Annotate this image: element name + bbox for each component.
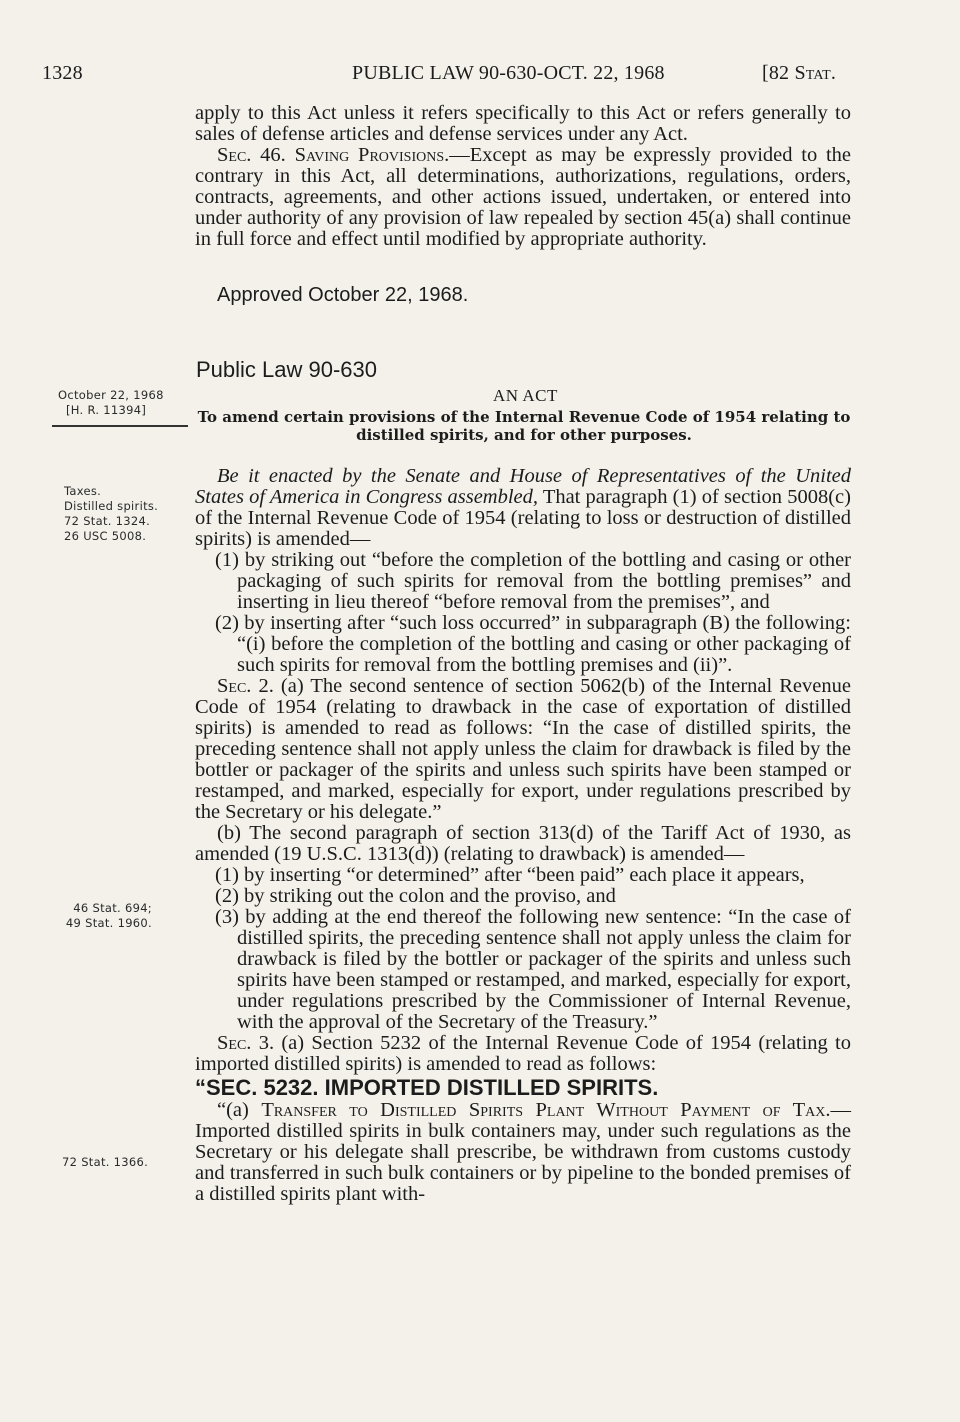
section-2-item-3: (3) by adding at the end thereof the following new sentence: “In the case of distilled spirits, the preceding sentence shall not apply unless the claim for drawback is filed by the bottler or packager of the spirits and unless such spirits have been stamped or restamped, and marked, especially for export, under regulations prescribed by the Commissioner of Internal Revenue, with the approval of the Secretary of the Treasury.” — [215, 906, 851, 1033]
public-law-heading: Public Law 90-630 — [196, 357, 378, 382]
margin-stat-1960: 49 Stat. 1960. — [65, 916, 152, 930]
running-title: PUBLIC LAW 90-630-OCT. 22, 1968 — [352, 62, 665, 84]
act-body — [195, 466, 851, 1205]
section-2-b: (b) The second paragraph of section 313(d) of the Tariff Act of 1930, as amended (19 U.S.C. 1313(d)) (relating to drawback) is amended— — [195, 822, 851, 865]
page-number: 1328 — [42, 62, 83, 84]
section-2-item-1: (1) by inserting “or determined” after “been paid” each place it appears, — [215, 864, 805, 886]
section-3-number: Sec. 3. — [217, 1032, 275, 1054]
approval-date: Approved October 22, 1968. — [217, 284, 469, 306]
subsection-heading: Transfer to Distilled Spirits Plant Without Payment of Tax. — [261, 1099, 831, 1121]
section-2-a — [195, 676, 851, 823]
margin-distilled-spirits: Distilled spirits. — [64, 499, 159, 513]
margin-usc-5008: 26 USC 5008. — [64, 529, 147, 543]
subsection-open: “(a) — [217, 1099, 262, 1121]
section-3-text: (a) Section 5232 of the Internal Revenue Code of 1954 (relating to imported distilled spirits) is amended to read as follows: — [195, 1032, 851, 1075]
enacting-formula: Be it enacted by the Senate and House of Representatives of the United States of America in Congress assembled, — [195, 465, 851, 508]
margin-rule — [52, 425, 188, 427]
margin-taxes: Taxes. — [64, 484, 102, 498]
section-46-number: Sec. 46. — [217, 144, 295, 166]
section-3-a — [195, 1033, 851, 1075]
act-purpose: To amend certain provisions of the Internal Revenue Code of 1954 relating to distilled spirits, and for other purposes. — [197, 408, 851, 444]
section-46-heading: Saving Provisions. — [294, 144, 450, 166]
statute-volume: [82 Stat. — [762, 62, 837, 84]
section-46-text: —Except as may be expressly provided to the contrary in this Act, all determinations, authorizations, regulations, orders, contracts, agreements, and other actions issued, undertaken, or entered into under authority of any provision of law repealed by section 45(a) shall continue in full force and effect until modified by appropriate authority. — [195, 144, 851, 250]
margin-stat-694: 46 Stat. 694; — [73, 901, 152, 915]
section-1-item-2: (2) by inserting after “such loss occurred” in subparagraph (B) the following: “(i) before the completion of the bottling and casing or other packaging of such spirits for removal from the bottling premises and (ii)”. — [215, 612, 851, 676]
margin-bill-number: [H. R. 11394] — [66, 403, 147, 417]
margin-stat-1366: 72 Stat. 1366. — [62, 1155, 149, 1169]
an-act-label: AN ACT — [493, 386, 558, 405]
subsection-text: —Imported distilled spirits in bulk containers may, under such regulations as the Secretary or his delegate shall prescribe, be withdrawn from customs custody and transferred in such bulk containers or by pipeline to the bonded premises of a distilled spirits plant with- — [195, 1099, 851, 1205]
paragraph-continuation: apply to this Act unless it refers specifically to this Act or refers generally to sales of defense articles and defense services under any Act. — [195, 102, 851, 145]
section-2-number: Sec. 2. — [217, 675, 274, 697]
section-46-block — [195, 103, 851, 250]
margin-date: October 22, 1968 — [58, 388, 164, 402]
section-5232-a — [195, 1100, 851, 1205]
enacting-clause — [195, 466, 851, 550]
margin-stat-1324: 72 Stat. 1324. — [64, 514, 151, 528]
section-46 — [195, 145, 851, 250]
section-2-item-2: (2) by striking out the colon and the proviso, and — [215, 885, 616, 907]
section-2-a-text: (a) The second sentence of section 5062(b) of the Internal Revenue Code of 1954 (relating to drawback in the case of exportation of distilled spirits) is amended to read as follows: “In the case of distilled spirits, the preceding sentence shall not apply unless the claim for drawback is filed by the bottler or packager of the spirits and unless such spirits have been stamped or restamped, and marked, especially for export, under regulations prescribed by the Secretary or his delegate.” — [195, 675, 851, 823]
section-5232-heading: “SEC. 5232. IMPORTED DISTILLED SPIRITS. — [195, 1075, 659, 1100]
section-1-item-1: (1) by striking out “before the completion of the bottling and casing or other packaging of such spirits for removal from the bottling premises” and inserting in lieu thereof “before removal from the premises”, and — [215, 549, 851, 613]
enacting-text: That paragraph (1) of section 5008(c) of the Internal Revenue Code of 1954 (relating to loss or destruction of distilled spirits) is amended— — [195, 486, 851, 550]
